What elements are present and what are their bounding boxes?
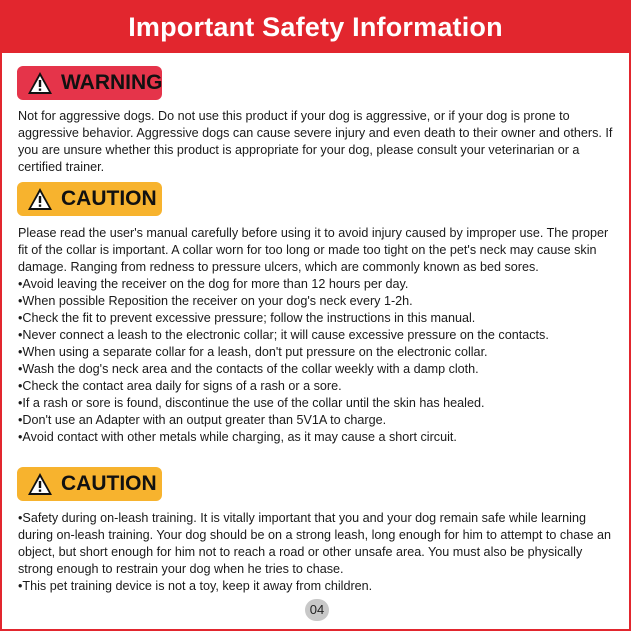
caution-triangle-icon bbox=[27, 472, 53, 496]
warning-section bbox=[18, 108, 614, 176]
caution-label-1: CAUTION bbox=[61, 187, 157, 210]
list-item: • Check the contact area daily for signs of a rash or a sore. bbox=[18, 378, 614, 395]
list-item: • When possible Reposition the receiver on your dog's neck every 1-2h. bbox=[18, 293, 614, 310]
caution-list-1 bbox=[18, 276, 614, 446]
caution-list-2 bbox=[18, 510, 614, 595]
caution-badge-1 bbox=[17, 182, 162, 216]
list-item: • Don't use an Adapter with an output greater than 5V1A to charge. bbox=[18, 412, 614, 429]
list-item: • This pet training device is not a toy, keep it away from children. bbox=[18, 578, 614, 595]
caution-label-2: CAUTION bbox=[61, 472, 157, 495]
caution-paragraph-1: Please read the user's manual carefully before using it to avoid injury caused by improper use. The proper fit of the collar is important. A collar worn for too long or made too tight on the pet's neck may cause skin damage. Ranging from redness to pressure ulcers, which are commonly known as bed sores. bbox=[18, 226, 609, 274]
list-item: • Never connect a leash to the electronic collar; it will cause excessive pressure on the contacts. bbox=[18, 327, 614, 344]
warning-paragraph: Not for aggressive dogs. Do not use this product if your dog is aggressive, or if your dog is prone to aggressive behavior. Aggressive dogs can cause severe injury and even death to their owner and others. If you are unsure whether this product is appropriate for your dog, please consult your veterinarian or a certified trainer. bbox=[18, 109, 613, 174]
caution-section-2 bbox=[18, 510, 614, 595]
list-item: • When using a separate collar for a leash, don't put pressure on the electronic collar. bbox=[18, 344, 614, 361]
warning-badge bbox=[17, 66, 162, 100]
caution-badge-2 bbox=[17, 467, 162, 501]
list-item: • Wash the dog's neck area and the contacts of the collar weekly with a damp cloth. bbox=[18, 361, 614, 378]
warning-label: WARNING bbox=[61, 71, 163, 94]
list-item: • Safety during on-leash training. It is vitally important that you and your dog remain safe while learning during on-leash training. Your dog should be on a strong leash, long enough for him to attempt to chase an object, but short enough for him not to reach a road or other unsafe area. You must also be physically strong enough to restrain your dog when he tries to chase. bbox=[18, 510, 614, 578]
list-item: • Avoid leaving the receiver on the dog for more than 12 hours per day. bbox=[18, 276, 614, 293]
caution-triangle-icon bbox=[27, 187, 53, 211]
list-item: • If a rash or sore is found, discontinue the use of the collar until the skin has healed. bbox=[18, 395, 614, 412]
page-number: 04 bbox=[305, 599, 329, 621]
page-title: Important Safety Information bbox=[2, 2, 629, 53]
caution-section-1 bbox=[18, 225, 614, 446]
warning-triangle-icon bbox=[27, 71, 53, 95]
list-item: • Check the fit to prevent excessive pressure; follow the instructions in this manual. bbox=[18, 310, 614, 327]
list-item: • Avoid contact with other metals while charging, as it may cause a short circuit. bbox=[18, 429, 614, 446]
